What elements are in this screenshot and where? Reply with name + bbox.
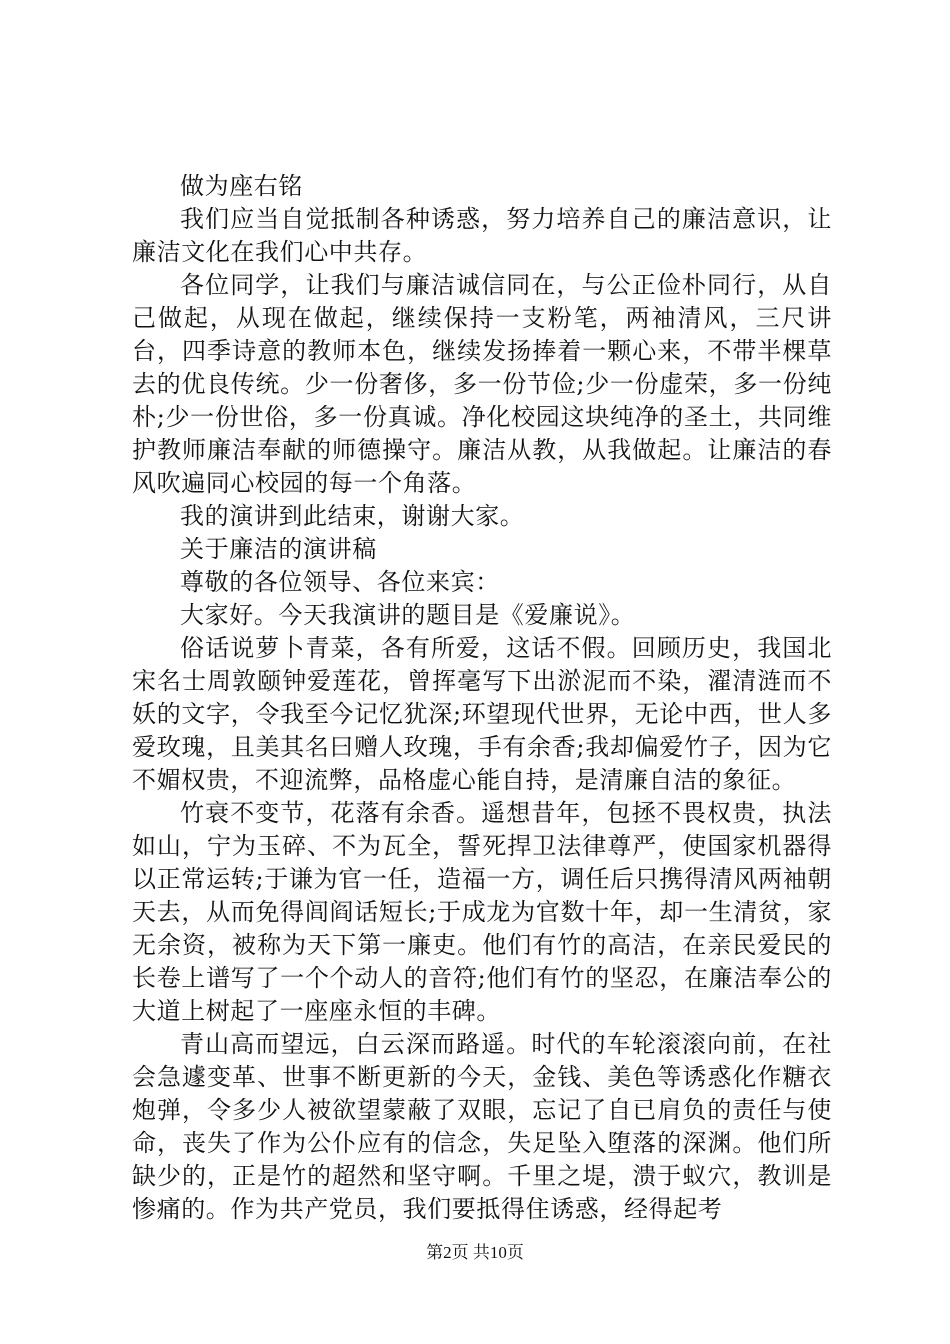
paragraph: 我的演讲到此结束，谢谢大家。 xyxy=(180,502,525,530)
document-body xyxy=(132,170,832,1226)
page-footer: 第2页 共10页 xyxy=(426,1243,524,1262)
paragraph: 俗话说萝卜青菜，各有所爱，这话不假。回顾历史，我国北宋名士周敦颐钟爱莲花，曾挥毫写下出淤泥而不染，濯清涟而不妖的文字，令我至今记忆犹深;环望现代世界，无论中西，世人多爱玫瑰，且美其名曰赠人玫瑰，手有余香;我却偏爱竹子，因为它不媚权贵，不迎流弊，品格虚心能自持，是清廉自洁的象征。 xyxy=(132,634,832,794)
paragraph: 各位同学，让我们与廉洁诚信同在，与公正俭朴同行，从自己做起，从现在做起，继续保持一支粉笔，两袖清风，三尺讲台，四季诗意的教师本色，继续发扬捧着一颗心来，不带半棵草去的优良传统。少一份奢侈，多一份节俭;少一份虚荣，多一份纯朴;少一份世俗，多一份真诚。净化校园这块纯净的圣土，共同维护教师廉洁奉献的师德操守。廉洁从教，从我做起。让廉洁的春风吹遍同心校园的每一个角落。 xyxy=(132,271,832,497)
section-title: 关于廉洁的演讲稿 xyxy=(180,535,377,563)
paragraph: 青山高而望远，白云深而路遥。时代的车轮滚滚向前，在社会急遽变革、世事不断更新的今天，金钱、美色等诱惑化作糖衣炮弹，令多少人被欲望蒙蔽了双眼，忘记了自已肩负的责任与使命，丧失了作为公仆应有的信念，失足坠入堕落的深渊。他们所缺少的，正是竹的超然和坚守啊。千里之堤，溃于蚁穴，教训是惨痛的。作为共产党员，我们要抵得住诱惑，经得起考 xyxy=(132,1030,832,1223)
paragraph: 大家好。今天我演讲的题目是《爱廉说》。 xyxy=(180,601,636,629)
salutation: 尊敬的各位领导、各位来宾： xyxy=(180,568,500,596)
paragraph: 做为座右铭 xyxy=(180,172,303,200)
paragraph: 我们应当自觉抵制各种诱惑，努力培养自己的廉洁意识，让廉洁文化在我们心中共存。 xyxy=(132,205,832,266)
paragraph: 竹衰不变节，花落有余香。遥想昔年，包拯不畏权贵，执法如山，宁为玉碎、不为瓦全，誓死捍卫法律尊严，使国家机器得以正常运转;于谦为官一任，造福一方，调任后只携得清风两袖朝天去，从而免得闾阎话短长;于成龙为官数十年，却一生清贫，家无余资，被称为天下第一廉吏。他们有竹的高洁，在亲民爱民的长卷上谱写了一个个动人的音符;他们有竹的坚忍，在廉洁奉公的大道上树起了一座座永恒的丰碑。 xyxy=(132,799,832,1025)
